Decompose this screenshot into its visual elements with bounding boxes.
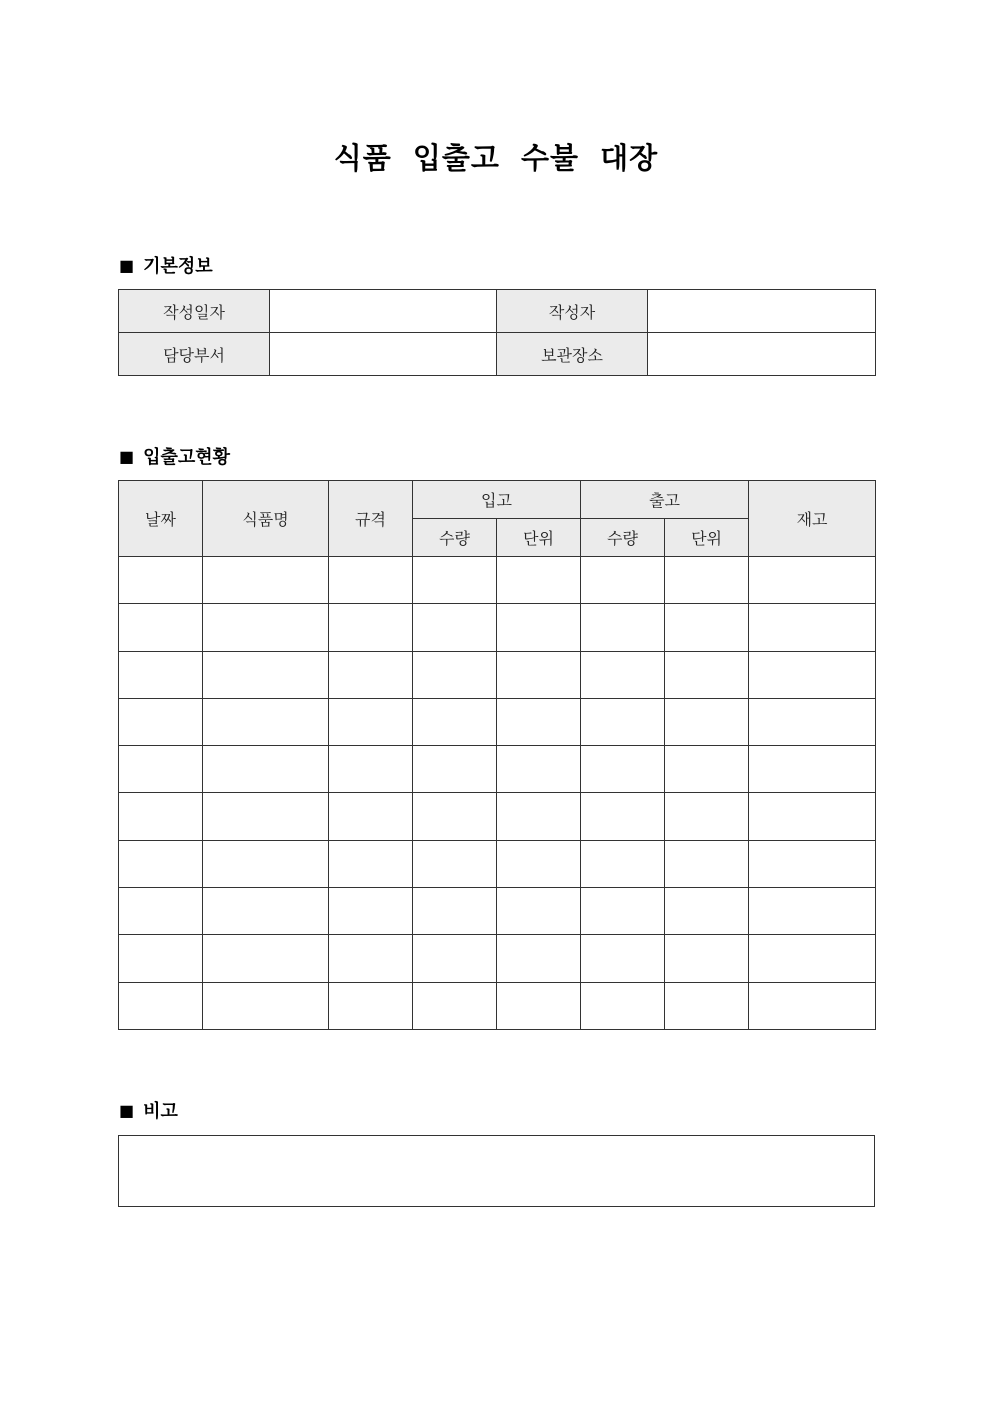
- ledger-header-row: [119, 481, 876, 519]
- square-bullet-icon: ■: [119, 255, 135, 275]
- basic-info-heading-label: 기본정보: [143, 256, 213, 277]
- spec-header: 규격: [329, 481, 413, 557]
- food-name-cell[interactable]: [203, 888, 329, 935]
- author-label: 작성자: [497, 290, 648, 333]
- table-row: [119, 604, 876, 651]
- spec-cell[interactable]: [329, 888, 413, 935]
- spec-cell[interactable]: [329, 982, 413, 1029]
- incoming-qty-cell[interactable]: [413, 746, 497, 793]
- stock-cell[interactable]: [749, 935, 876, 982]
- outgoing-unit-cell[interactable]: [665, 888, 749, 935]
- stock-cell[interactable]: [749, 698, 876, 745]
- stock-cell[interactable]: [749, 604, 876, 651]
- incoming-qty-cell[interactable]: [413, 982, 497, 1029]
- date-header: 날짜: [119, 481, 203, 557]
- department-label: 담당부서: [119, 333, 270, 376]
- date-cell[interactable]: [119, 793, 203, 840]
- incoming-qty-cell[interactable]: [413, 604, 497, 651]
- food-name-cell[interactable]: [203, 651, 329, 698]
- incoming-unit-cell[interactable]: [497, 698, 581, 745]
- spec-cell[interactable]: [329, 698, 413, 745]
- outgoing-unit-cell[interactable]: [665, 935, 749, 982]
- date-cell[interactable]: [119, 888, 203, 935]
- ledger-heading-label: 입출고현황: [143, 447, 231, 468]
- storage-location-field[interactable]: [648, 333, 876, 376]
- incoming-unit-cell[interactable]: [497, 982, 581, 1029]
- remarks-heading: [119, 1098, 178, 1122]
- food-name-header: 식품명: [203, 481, 329, 557]
- table-row: [119, 935, 876, 982]
- stock-cell[interactable]: [749, 982, 876, 1029]
- storage-location-label: 보관장소: [497, 333, 648, 376]
- outgoing-qty-cell[interactable]: [581, 651, 665, 698]
- incoming-qty-cell[interactable]: [413, 698, 497, 745]
- outgoing-unit-cell[interactable]: [665, 651, 749, 698]
- food-name-cell[interactable]: [203, 746, 329, 793]
- spec-cell[interactable]: [329, 793, 413, 840]
- stock-cell[interactable]: [749, 888, 876, 935]
- incoming-unit-cell[interactable]: [497, 651, 581, 698]
- date-cell[interactable]: [119, 651, 203, 698]
- outgoing-unit-cell[interactable]: [665, 840, 749, 887]
- incoming-qty-cell[interactable]: [413, 651, 497, 698]
- stock-header: 재고: [749, 481, 876, 557]
- stock-cell[interactable]: [749, 746, 876, 793]
- outgoing-qty-cell[interactable]: [581, 793, 665, 840]
- basic-info-heading: [119, 253, 213, 277]
- spec-cell[interactable]: [329, 557, 413, 604]
- stock-cell[interactable]: [749, 840, 876, 887]
- food-name-cell[interactable]: [203, 982, 329, 1029]
- food-name-cell[interactable]: [203, 604, 329, 651]
- stock-cell[interactable]: [749, 651, 876, 698]
- table-row: [119, 840, 876, 887]
- incoming-qty-cell[interactable]: [413, 935, 497, 982]
- outgoing-unit-cell[interactable]: [665, 982, 749, 1029]
- table-row: [119, 793, 876, 840]
- incoming-qty-cell[interactable]: [413, 840, 497, 887]
- stock-cell[interactable]: [749, 557, 876, 604]
- table-row: [119, 888, 876, 935]
- food-name-cell[interactable]: [203, 840, 329, 887]
- incoming-qty-cell[interactable]: [413, 888, 497, 935]
- outgoing-qty-cell[interactable]: [581, 698, 665, 745]
- incoming-unit-cell[interactable]: [497, 840, 581, 887]
- remarks-field[interactable]: [118, 1135, 875, 1207]
- date-cell[interactable]: [119, 557, 203, 604]
- square-bullet-icon: ■: [119, 1100, 135, 1120]
- date-cell[interactable]: [119, 746, 203, 793]
- outgoing-qty-cell[interactable]: [581, 840, 665, 887]
- outgoing-qty-cell[interactable]: [581, 888, 665, 935]
- author-field[interactable]: [648, 290, 876, 333]
- ledger-heading: [119, 444, 230, 468]
- table-row: [119, 651, 876, 698]
- outgoing-unit-cell[interactable]: [665, 698, 749, 745]
- info-row: [119, 290, 876, 333]
- incoming-unit-cell[interactable]: [497, 557, 581, 604]
- incoming-header: 입고: [413, 481, 581, 519]
- outgoing-qty-cell[interactable]: [581, 557, 665, 604]
- date-cell[interactable]: [119, 604, 203, 651]
- table-row: [119, 698, 876, 745]
- created-date-label: 작성일자: [119, 290, 270, 333]
- incoming-unit-cell[interactable]: [497, 604, 581, 651]
- date-cell[interactable]: [119, 840, 203, 887]
- incoming-qty-cell[interactable]: [413, 793, 497, 840]
- incoming-unit-header: 단위: [497, 519, 581, 557]
- spec-cell[interactable]: [329, 840, 413, 887]
- incoming-unit-cell[interactable]: [497, 935, 581, 982]
- stock-cell[interactable]: [749, 793, 876, 840]
- outgoing-qty-cell[interactable]: [581, 982, 665, 1029]
- food-name-cell[interactable]: [203, 698, 329, 745]
- spec-cell[interactable]: [329, 651, 413, 698]
- date-cell[interactable]: [119, 935, 203, 982]
- table-row: [119, 746, 876, 793]
- spec-cell[interactable]: [329, 604, 413, 651]
- ledger-table: [118, 480, 876, 1030]
- incoming-qty-cell[interactable]: [413, 557, 497, 604]
- incoming-unit-cell[interactable]: [497, 888, 581, 935]
- outgoing-unit-cell[interactable]: [665, 557, 749, 604]
- department-field[interactable]: [270, 333, 497, 376]
- basic-info-table: [118, 289, 876, 376]
- outgoing-header: 출고: [581, 481, 749, 519]
- date-cell[interactable]: [119, 698, 203, 745]
- incoming-unit-cell[interactable]: [497, 793, 581, 840]
- outgoing-qty-cell[interactable]: [581, 604, 665, 651]
- spec-cell[interactable]: [329, 746, 413, 793]
- spec-cell[interactable]: [329, 935, 413, 982]
- table-row: [119, 557, 876, 604]
- square-bullet-icon: ■: [119, 446, 135, 466]
- outgoing-unit-cell[interactable]: [665, 793, 749, 840]
- outgoing-unit-cell[interactable]: [665, 604, 749, 651]
- created-date-field[interactable]: [270, 290, 497, 333]
- outgoing-qty-cell[interactable]: [581, 746, 665, 793]
- outgoing-qty-cell[interactable]: [581, 935, 665, 982]
- table-row: [119, 982, 876, 1029]
- food-name-cell[interactable]: [203, 793, 329, 840]
- info-row: [119, 333, 876, 376]
- food-name-cell[interactable]: [203, 557, 329, 604]
- outgoing-unit-cell[interactable]: [665, 746, 749, 793]
- outgoing-unit-header: 단위: [665, 519, 749, 557]
- food-name-cell[interactable]: [203, 935, 329, 982]
- outgoing-qty-header: 수량: [581, 519, 665, 557]
- page-title: 식품 입출고 수불 대장: [333, 141, 659, 175]
- date-cell[interactable]: [119, 982, 203, 1029]
- incoming-unit-cell[interactable]: [497, 746, 581, 793]
- remarks-heading-label: 비고: [143, 1101, 178, 1122]
- incoming-qty-header: 수량: [413, 519, 497, 557]
